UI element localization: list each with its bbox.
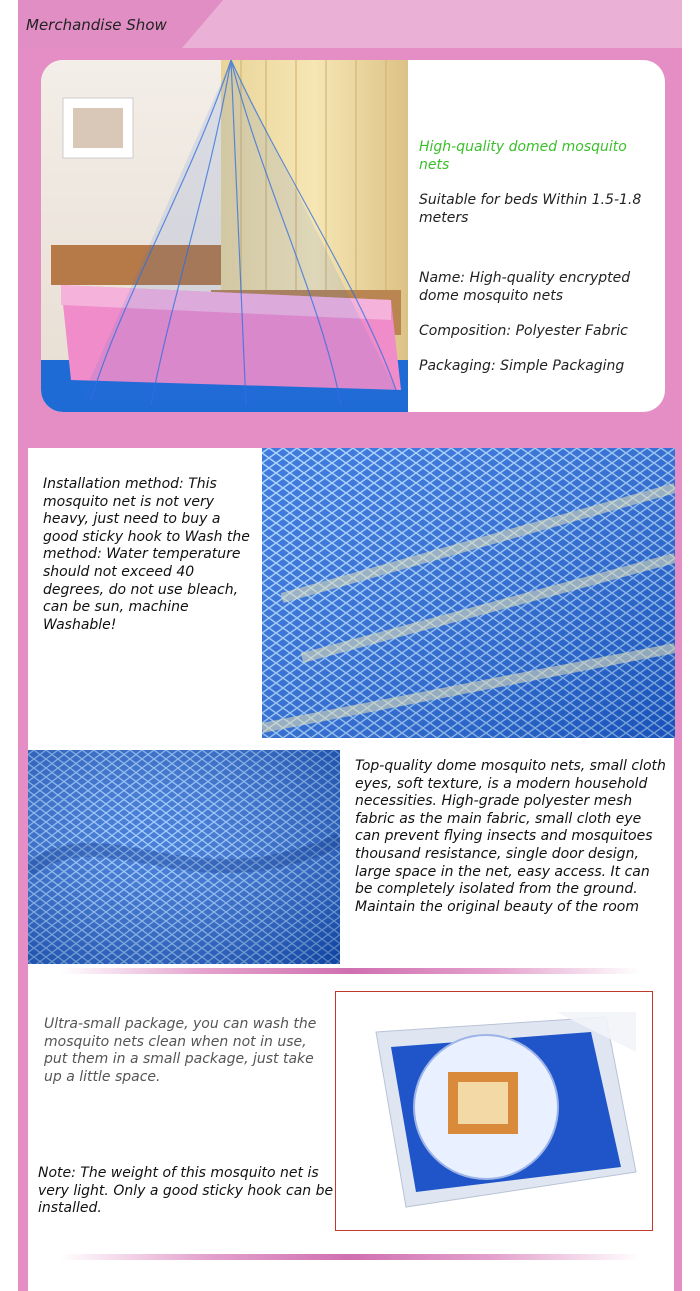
product-name: Name: High-quality encrypted dome mosquito nets	[419, 270, 631, 304]
product-packaging: Packaging: Simple Packaging	[419, 358, 625, 374]
installation-text: Installation method: This mosquito net is not very heavy, just need to buy a good sticky hook to Wash the method: Water temperature should not exceed 40 degrees, do not use bleach, can be sun, machine Washable!	[43, 476, 250, 633]
product-composition: Composition: Polyester Fabric	[419, 323, 628, 339]
product-card	[41, 60, 665, 412]
product-headline: High-quality domed mosquito nets	[419, 139, 627, 173]
section-divider	[60, 968, 640, 974]
bedroom-photo	[41, 60, 408, 412]
package-photo	[335, 991, 653, 1231]
weight-note: Note: The weight of this mosquito net is very light. Only a good sticky hook can be installed.	[38, 1165, 334, 1217]
page-title: Merchandise Show	[26, 16, 167, 34]
package-text: Ultra-small package, you can wash the mosquito nets clean when not in use, put them in a small package, just take up a little space.	[44, 1016, 317, 1085]
mesh-closeup-photo	[262, 448, 675, 738]
product-summary	[419, 138, 659, 392]
quality-text: Top-quality dome mosquito nets, small cloth eyes, soft texture, is a modern household necessities. High-grade polyester mesh fabric as the main fabric, small cloth eye can prevent flying insects and mosquitoes thousand resistance, single door design, large space in the net, easy access. It can be completely isolated from the ground. Maintain the original beauty of the room	[355, 758, 666, 915]
section-divider-bottom	[60, 1254, 640, 1260]
mesh-fabric-photo	[28, 750, 340, 964]
product-suitable: Suitable for beds Within 1.5-1.8 meters	[419, 192, 642, 226]
